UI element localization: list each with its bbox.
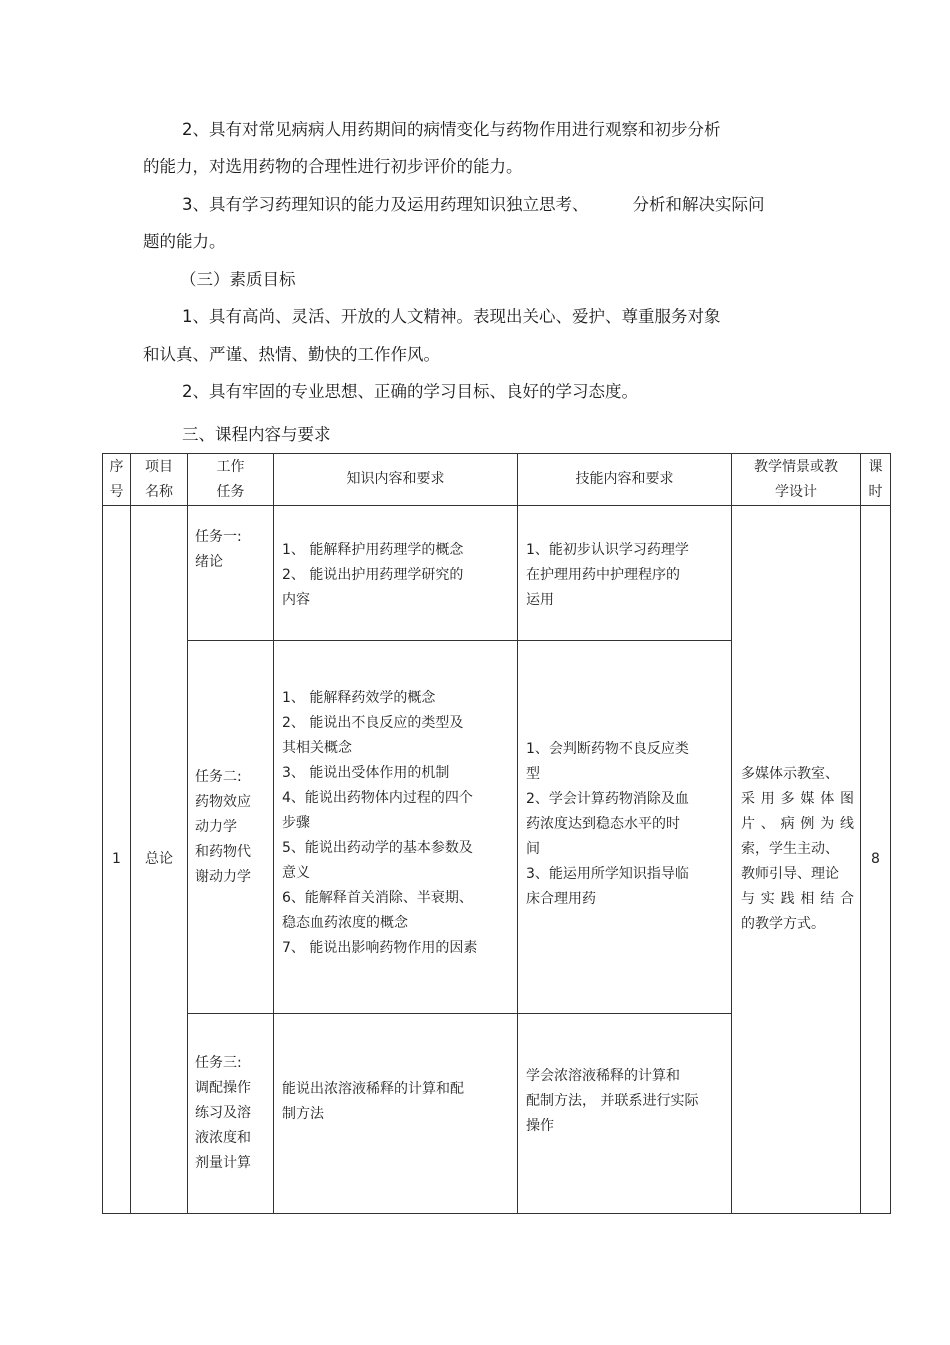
header-seq: 序 号 — [103, 454, 131, 506]
table-row — [103, 506, 891, 641]
cell-task-2-skill: 1、会判断药物不良反应类 型 2、学会计算药物消除及血 药浓度达到稳态水平的时 间 3、能运用所学知识指导临 床合理用药 — [518, 641, 732, 1014]
paragraph-ability-3-line1 — [182, 195, 765, 215]
cell-task-2-knowledge: 1、 能解释药效学的概念 2、 能说出不良反应的类型及 其相关概念 3、 能说出受体作用的机制 4、能说出药物体内过程的四个 步骤 5、能说出药动学的基本参数及 意义 6、能解释首关消除、半衰期、 稳态血药浓度的概念 7、 能说出影响药物作用的因素 — [274, 641, 518, 1014]
cell-project-name: 总论 — [131, 506, 188, 1214]
cell-seq: 1 — [103, 506, 131, 1214]
paragraph-ability-2-line2: 的能力，对选用药物的合理性进行初步评价的能力。 — [143, 157, 523, 176]
cell-task-1-skill: 1、能初步认识学习药理学 在护理用药中护理程序的 运用 — [518, 506, 732, 641]
cell-task-1-knowledge: 1、 能解释护用药理学的概念 2、 能说出护用药理学研究的 内容 — [274, 506, 518, 641]
header-skill: 技能内容和要求 — [518, 454, 732, 506]
cell-task-2-name: 任务二: 药物效应 动力学 和药物代 谢动力学 — [188, 641, 274, 1014]
paragraph-ability-2-line1: 2、具有对常见病病人用药期间的病情变化与药物作用进行观察和初步分析 — [182, 120, 721, 139]
cell-task-1-name: 任务一: 绪论 — [188, 506, 274, 641]
header-knowledge: 知识内容和要求 — [274, 454, 518, 506]
cell-hours: 8 — [861, 506, 891, 1214]
header-hours: 课 时 — [861, 454, 891, 506]
paragraph-quality-2: 2、具有牢固的专业思想、正确的学习目标、良好的学习态度。 — [182, 382, 638, 401]
header-teaching-design: 教学情景或教 学设计 — [732, 454, 861, 506]
header-work-task: 工作 任务 — [188, 454, 274, 506]
cell-task-3-knowledge: 能说出浓溶液稀释的计算和配 制方法 — [274, 1014, 518, 1214]
paragraph-quality-1-line1: 1、具有高尚、灵活、开放的人文精神。表现出关心、爱护、尊重服务对象 — [182, 307, 721, 326]
paragraph-quality-1-line2: 和认真、严谨、热情、勤快的工作作风。 — [143, 345, 440, 364]
header-project-name: 项目 名称 — [131, 454, 188, 506]
cell-task-3-name: 任务三: 调配操作 练习及溶 液浓度和 剂量计算 — [188, 1014, 274, 1214]
cell-teaching-design: 多媒体示教室、 采用多媒体图 片、病例为线 索，学生主动、 教师引导、理论 与实践相结合 的教学方式。 — [732, 506, 861, 1214]
paragraph-ability-3-line2: 题的能力。 — [143, 232, 226, 251]
course-content-table — [102, 453, 891, 1214]
section-heading-course-content: 三、课程内容与要求 — [182, 425, 331, 444]
section-heading-quality-goals: （三）素质目标 — [180, 270, 296, 289]
paragraph-ability-3-part1: 3、具有学习药理知识的能力及运用药理知识独立思考、 — [182, 195, 589, 214]
table-header-row — [103, 454, 891, 506]
paragraph-ability-3-part2: 分析和解决实际问 — [632, 195, 765, 214]
cell-task-3-skill: 学会浓溶液稀释的计算和 配制方法， 并联系进行实际 操作 — [518, 1014, 732, 1214]
